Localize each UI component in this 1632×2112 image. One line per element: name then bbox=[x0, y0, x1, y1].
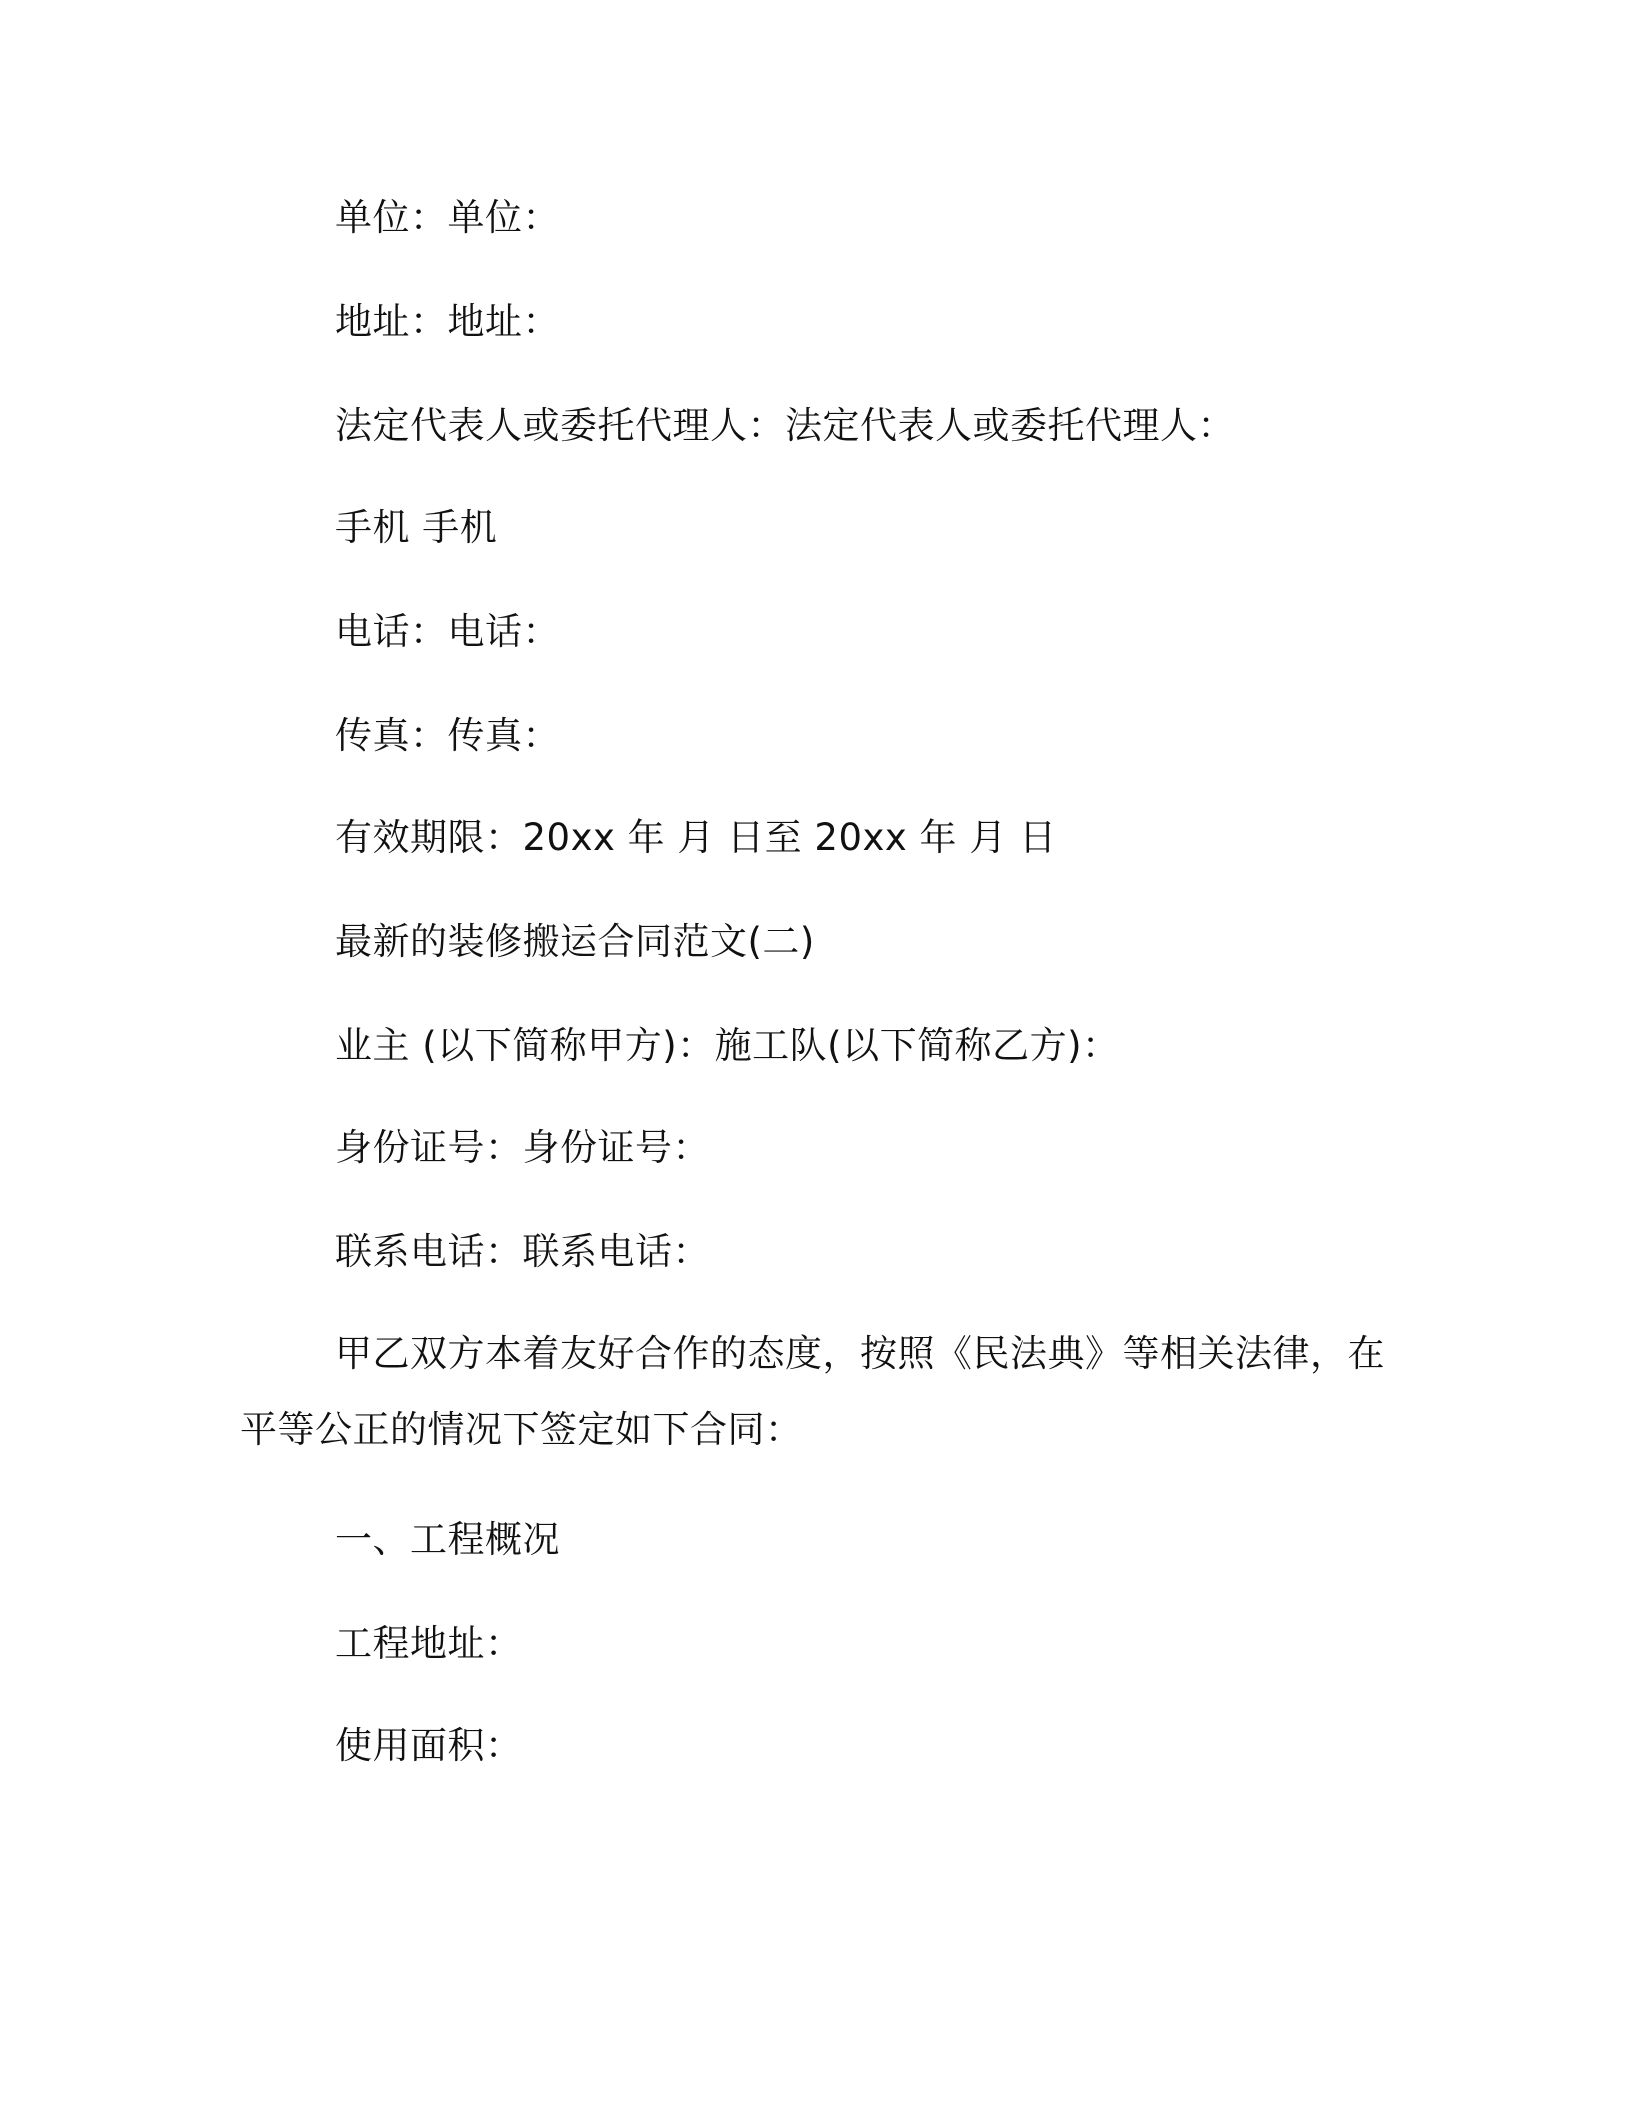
contact-phone-line: 联系电话：联系电话： bbox=[335, 1230, 710, 1273]
mobile-line: 手机 手机 bbox=[335, 506, 498, 549]
project-address-field: 工程地址： bbox=[335, 1622, 523, 1665]
address-line: 地址：地址： bbox=[335, 300, 560, 343]
contract-title-line: 最新的装修搬运合同范文(二) bbox=[335, 920, 815, 963]
unit-line: 单位：单位： bbox=[335, 196, 560, 239]
id-number-line: 身份证号：身份证号： bbox=[335, 1126, 710, 1169]
parties-line: 业主 (以下简称甲方)：施工队(以下简称乙方)： bbox=[335, 1024, 1120, 1067]
legal-representative-line: 法定代表人或委托代理人：法定代表人或委托代理人： bbox=[335, 404, 1235, 447]
telephone-line: 电话：电话： bbox=[335, 610, 560, 653]
agreement-paragraph: 甲乙双方本着友好合作的态度，按照《民法典》等相关法律，在平等公正的情况下签定如下合同： bbox=[240, 1332, 1385, 1451]
fax-line: 传真：传真： bbox=[335, 714, 560, 757]
validity-period-line: 有效期限：20xx 年 月 日至 20xx 年 月 日 bbox=[335, 816, 1057, 859]
usable-area-field: 使用面积： bbox=[335, 1724, 523, 1767]
section-heading: 一、工程概况 bbox=[335, 1518, 560, 1561]
